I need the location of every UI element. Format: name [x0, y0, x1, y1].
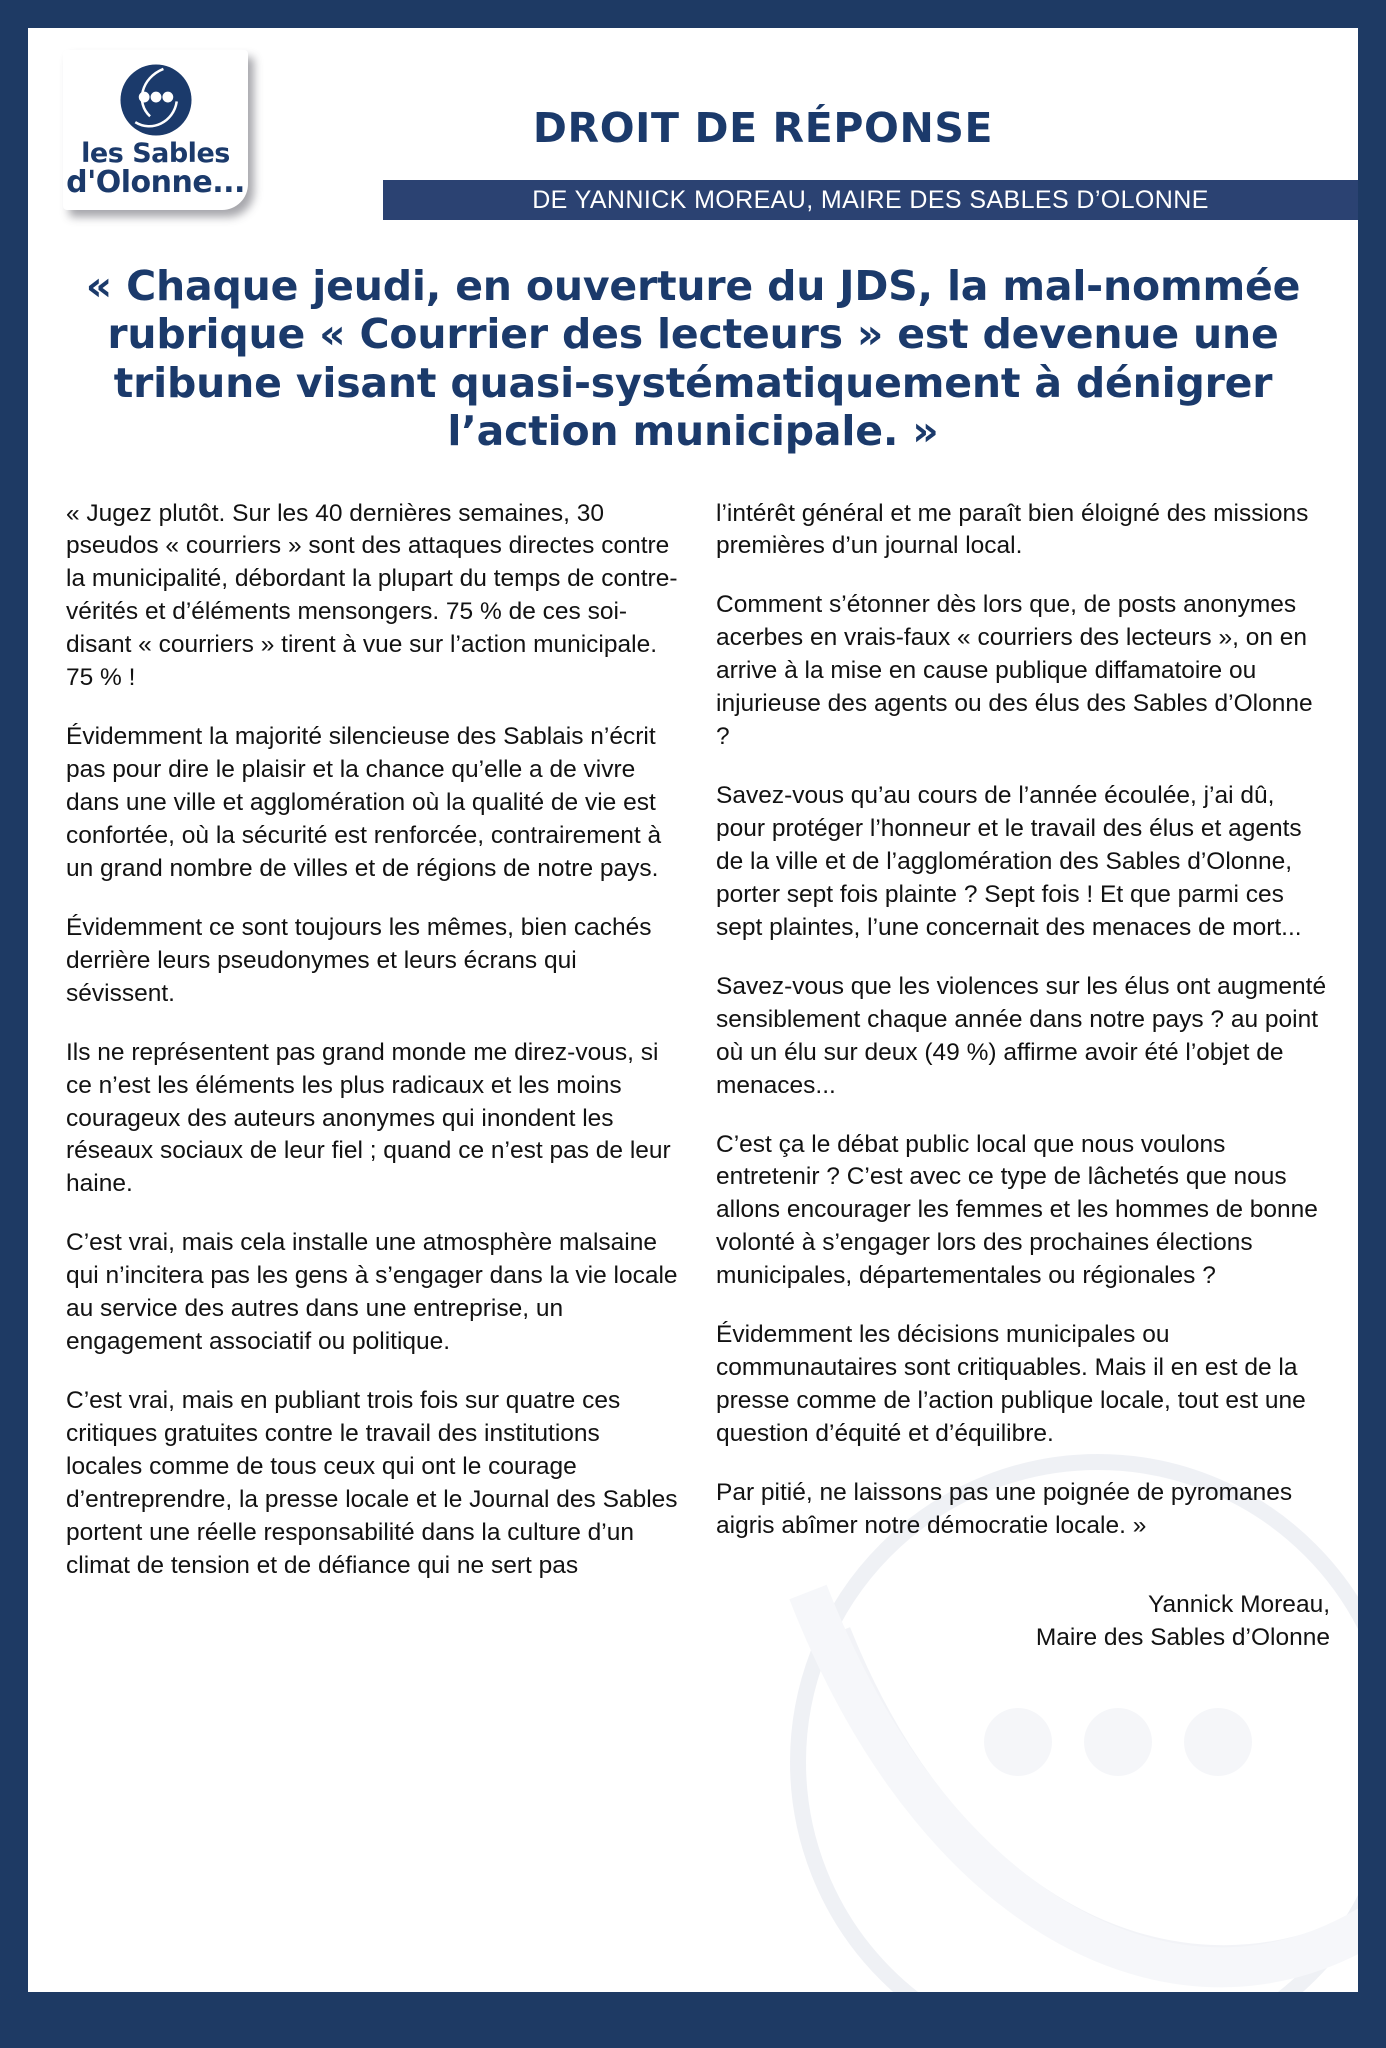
document-page	[28, 28, 1358, 1992]
paragraph: C’est vrai, mais en publiant trois fois sur quatre ces critiques gratuites contre le travail des institutions locales comme de tous ceux qui ont le courage d’entreprendre, la presse locale et le Journal des Sables portent une réelle responsabilité dans la culture d’un climat de tension et de défiance qui ne sert pas	[66, 1387, 678, 1579]
logo-wordmark	[66, 138, 245, 200]
paragraph: « Jugez plutôt. Sur les 40 dernières semaines, 30 pseudos « courriers » sont des attaques directes contre la municipalité, débordant la plupart du temps de contre-vérités et d’éléments mensongers. 75 % de ces soi-disant « courriers » tirent à vue sur l’action municipale. 75 % !	[66, 499, 678, 692]
headline-quote: « Chaque jeudi, en ouverture du JDS, la mal-nommée rubrique « Courrier des lecteurs » est devenue une tribune visant quasi-systématiquement à dénigrer l’action municipale. »	[85, 262, 1301, 456]
body-columns	[66, 498, 1330, 1655]
paragraph: Savez-vous qu’au cours de l’année écoulée, j’ai dû, pour protéger l’honneur et le travail des élus et agents de la ville et de l’agglomération des Sables d’Olonne, porter sept fois plainte ? Sept fois ! Et que parmi ces sept plaintes, l’une concernait des menaces de mort...	[716, 782, 1302, 941]
right-column	[716, 498, 1330, 1655]
subtitle-text: DE YANNICK MOREAU, MAIRE DES SABLES D’OLONNE	[532, 185, 1209, 214]
paragraph: Évidemment ce sont toujours les mêmes, bien cachés derrière leurs pseudonymes et leurs écrans qui sévissent.	[66, 913, 652, 1007]
subtitle-bar	[383, 180, 1358, 220]
paragraph: Évidemment les décisions municipales ou communautaires sont critiquables. Mais il en est de la presse comme de l’action publique locale, tout est une question d’équité et d’équilibre.	[716, 1321, 1306, 1447]
paragraph: C’est ça le débat public local que nous voulons entretenir ? C’est avec ce type de lâchetés que nous allons encourager les femmes et les hommes de bonne volonté à s’engager lors des prochaines élections municipales, départementales ou régionales ?	[716, 1130, 1318, 1290]
signature-block	[716, 1589, 1330, 1655]
logo-line-1: les Sables	[81, 138, 230, 170]
page-title: DROIT DE RÉPONSE	[532, 104, 994, 152]
left-column	[66, 498, 680, 1655]
paragraph: Par pitié, ne laissons pas une poignée de pyromanes aigris abîmer notre démocratie locale. »	[716, 1478, 1293, 1539]
paragraph: C’est vrai, mais cela installe une atmosphère malsaine qui n’incitera pas les gens à s’engager dans la vie locale au service des autres dans une entreprise, un engagement associatif ou politique.	[66, 1229, 678, 1356]
signature-name: Yannick Moreau,	[1147, 1590, 1330, 1618]
paragraph: Évidemment la majorité silencieuse des Sablais n’écrit pas pour dire le plaisir et la chance qu’elle a de vivre dans une ville et agglomération où la qualité de vie est confortée, où la sécurité est renforcée, contrairement à un grand nombre de villes et de régions de notre pays.	[66, 723, 662, 882]
paragraph: Ils ne représentent pas grand monde me direz-vous, si ce n’est les éléments les plus radicaux et les moins courageux des auteurs anonymes qui inondent les réseaux sociaux de leur fiel ; quand ce n’est pas de leur haine.	[66, 1038, 671, 1198]
paragraph: Comment s’étonner dès lors que, de posts anonymes acerbes en vrais-faux « courriers des lecteurs », on en arrive à la mise en cause publique diffamatoire ou injurieuse des agents ou des élus des Sables d’Olonne ?	[716, 591, 1313, 751]
paragraph: l’intérêt général et me paraît bien éloigné des missions premières d’un journal local.	[716, 499, 1309, 560]
circle-with-three-dots-logo-icon	[119, 63, 193, 137]
city-logo	[63, 50, 248, 210]
document-header	[28, 28, 1358, 228]
paragraph: Savez-vous que les violences sur les élus ont augmenté sensiblement chaque année dans notre pays ? au point où un élu sur deux (49 %) affirme avoir été l’objet de menaces...	[716, 972, 1327, 1099]
logo-line-2: d'Olonne...	[66, 164, 245, 200]
signature-role: Maire des Sables d’Olonne	[1035, 1623, 1330, 1651]
